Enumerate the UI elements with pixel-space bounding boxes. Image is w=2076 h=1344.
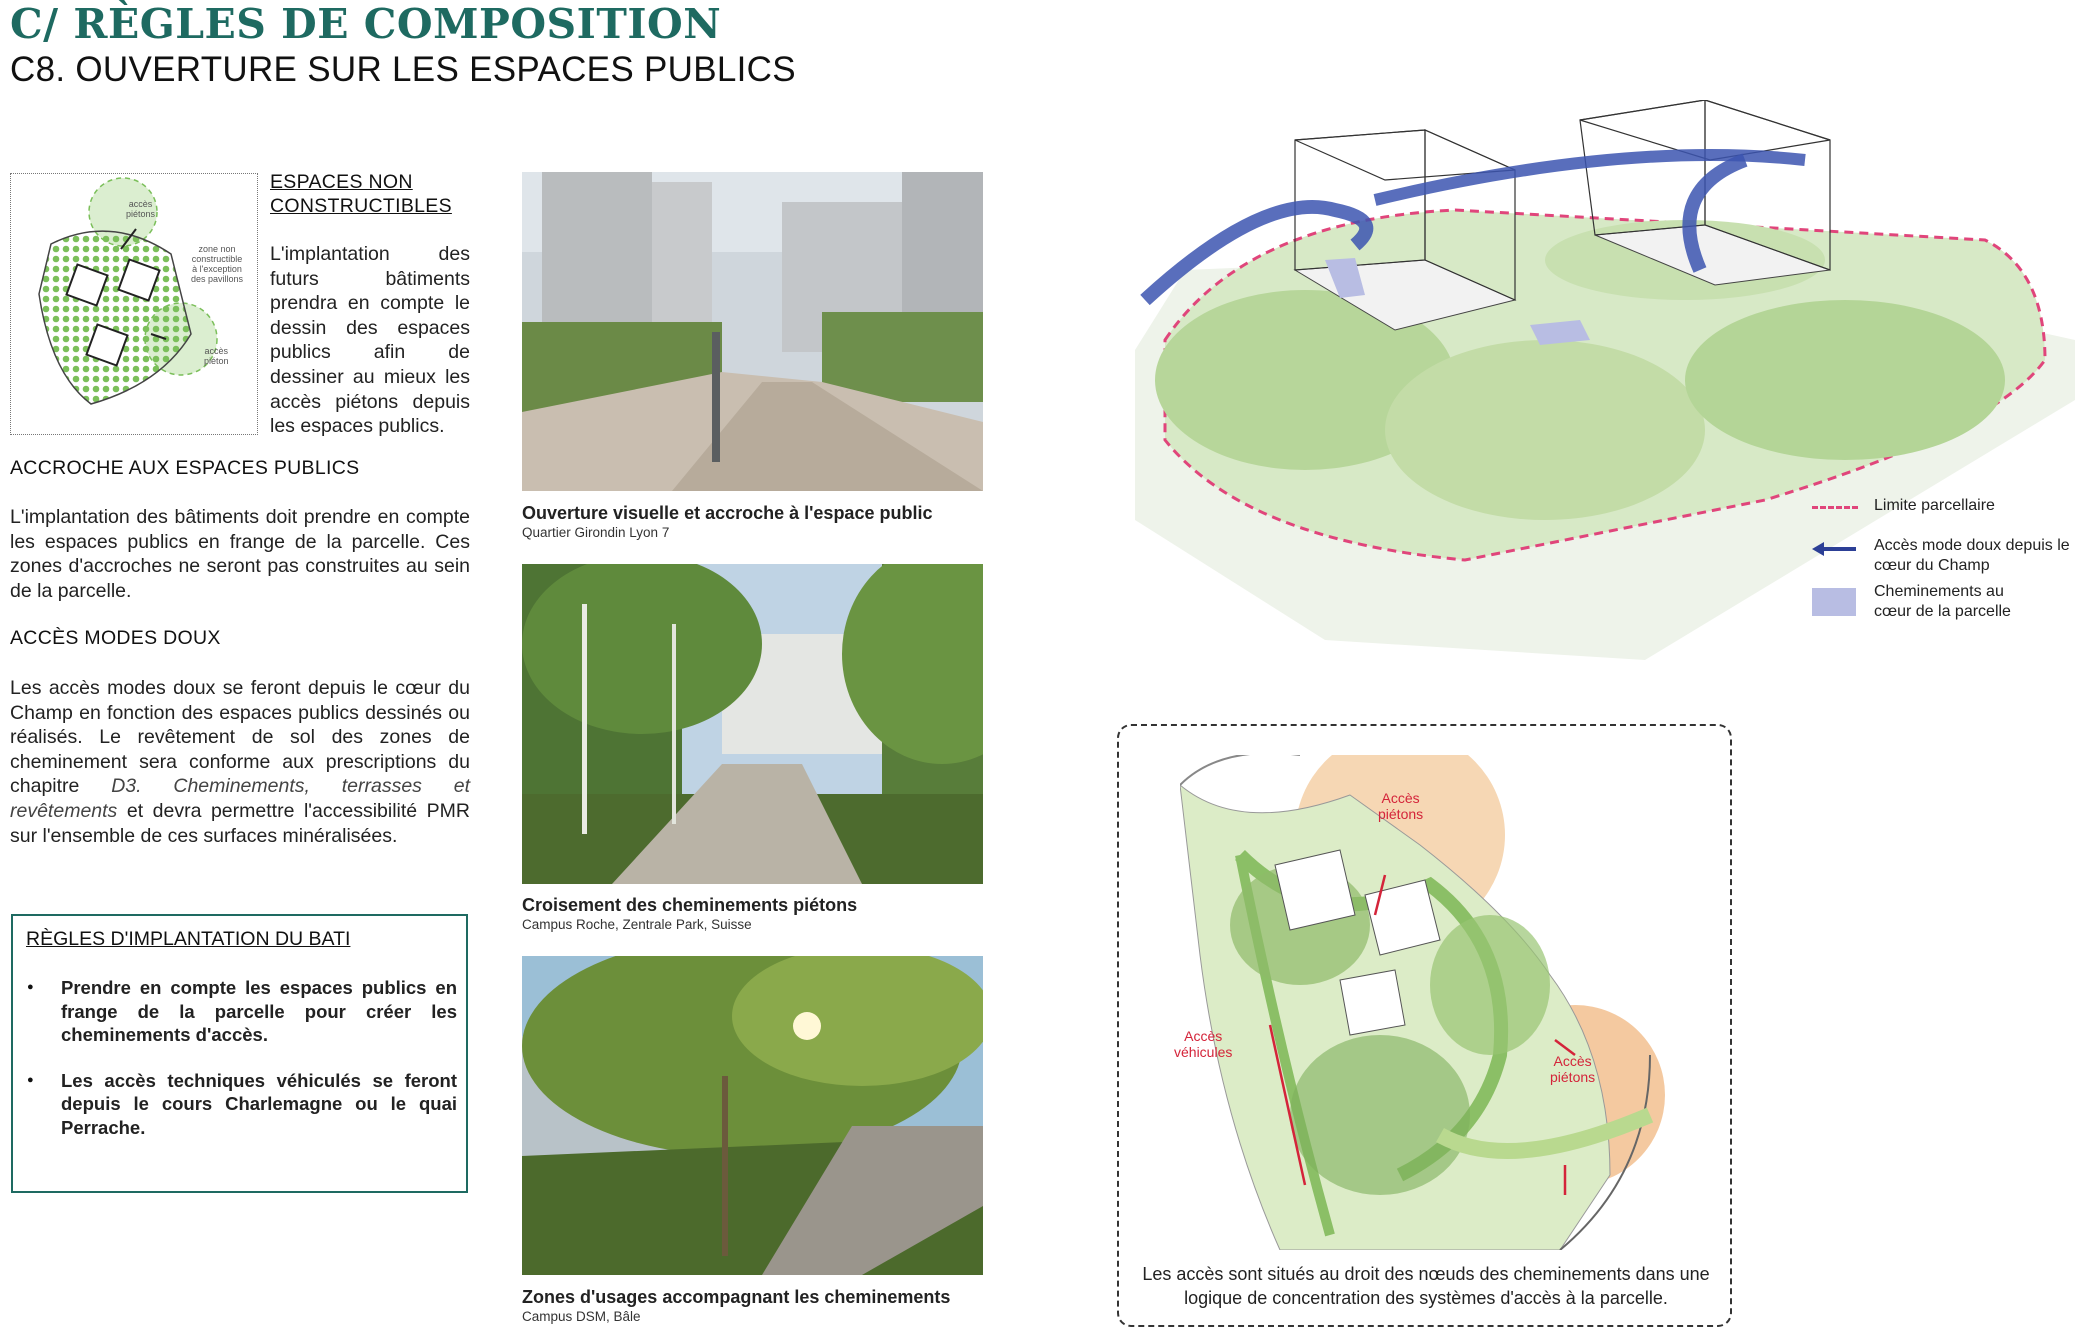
diagram-label-zone: zone non constructible à l'exception des pavillons (191, 244, 244, 284)
diagram-label-pietons-bottom: accès piéton (204, 346, 229, 366)
acces-text-chapter: D3. Cheminements, terrasses et revêtements (10, 775, 471, 822)
diagram-label-pietons-top: accès piétons (126, 199, 156, 219)
rules-list (27, 976, 457, 1161)
photo-plaza (522, 172, 983, 491)
photo-usage-zones (522, 956, 983, 1275)
acces-text-part1: Les accès modes doux se feront depuis le cœur du Champ en fonction des espaces publics dessinés ou réalisés. Le revêtement de sol des zones de cheminement sera conforme aux prescriptions du chapitre (10, 677, 470, 798)
acces-text-part2: et devra permettre l'accessibilité PMR sur l'ensemble de ces surfaces minéralisées. (10, 799, 470, 847)
legend-label: Limite parcellaire (1874, 497, 1995, 514)
page-subtitle: C8. OUVERTURE SUR LES ESPACES PUBLICS (10, 50, 796, 89)
plan-label-pietons-right: Accès piétons (1550, 1053, 1596, 1085)
photo-caption: Ouverture visuelle et accroche à l'espace public (522, 503, 933, 523)
rules-title: RÈGLES D'IMPLANTATION DU BATI (26, 928, 351, 950)
legend-swatch-limit (1812, 506, 1858, 509)
photo-credit: Quartier Girondin Lyon 7 (522, 525, 670, 540)
acces-title: ACCÈS MODES DOUX (10, 627, 221, 649)
photo-campus-paths (522, 564, 983, 884)
arrow-left-icon (1812, 542, 1856, 556)
espaces-text: L'implantation des futurs bâtiments prendra en compte le dessin des espaces publics afin de dessiner au mieux les accès piétons depuis les espaces publics. (270, 243, 470, 438)
plan-label-vehicules: Accès véhicules (1174, 1028, 1233, 1060)
acces-text (10, 676, 470, 848)
rules-box (11, 914, 468, 1193)
espaces-title: ESPACES NON CONSTRUCTIBLES (270, 171, 452, 217)
access-plan-drawing (1174, 755, 1670, 1250)
photo-caption: Zones d'usages accompagnant les cheminements (522, 1287, 951, 1307)
accroche-text: L'implantation des bâtiments doit prendre en compte les espaces publics en frange de la parcelle. Ces zones d'accroches ne seront pas construites au sein de la parcelle. (10, 506, 470, 602)
page-title: C/ RÈGLES DE COMPOSITION (10, 0, 722, 48)
legend-label: Cheminements au cœur de la parcelle (1874, 583, 2011, 620)
rule-item: ● Les accès techniques véhiculés se feront depuis le cours Charlemagne ou le quai Perrache. (27, 1069, 457, 1140)
rule-item: ● Prendre en compte les espaces publics en frange de la parcelle pour créer les cheminements d'accès. (27, 976, 457, 1047)
legend (1812, 496, 2072, 626)
legend-label: Accès mode doux depuis le cœur du Champ (1874, 537, 2070, 574)
non-constructible-diagram (10, 173, 258, 435)
photo-caption: Croisement des cheminements piétons (522, 895, 858, 915)
plan-label-pietons-top: Accès piétons (1378, 790, 1424, 822)
accroche-title: ACCROCHE AUX ESPACES PUBLICS (10, 457, 360, 479)
photo-credit: Campus Roche, Zentrale Park, Suisse (522, 917, 752, 932)
photo-credit: Campus DSM, Bâle (522, 1309, 641, 1324)
legend-swatch-paths (1812, 588, 1856, 616)
plan-caption: Les accès sont situés au droit des nœuds des cheminements dans une logique de concentration des systèmes d'accès à la parcelle. (1142, 1264, 1710, 1308)
